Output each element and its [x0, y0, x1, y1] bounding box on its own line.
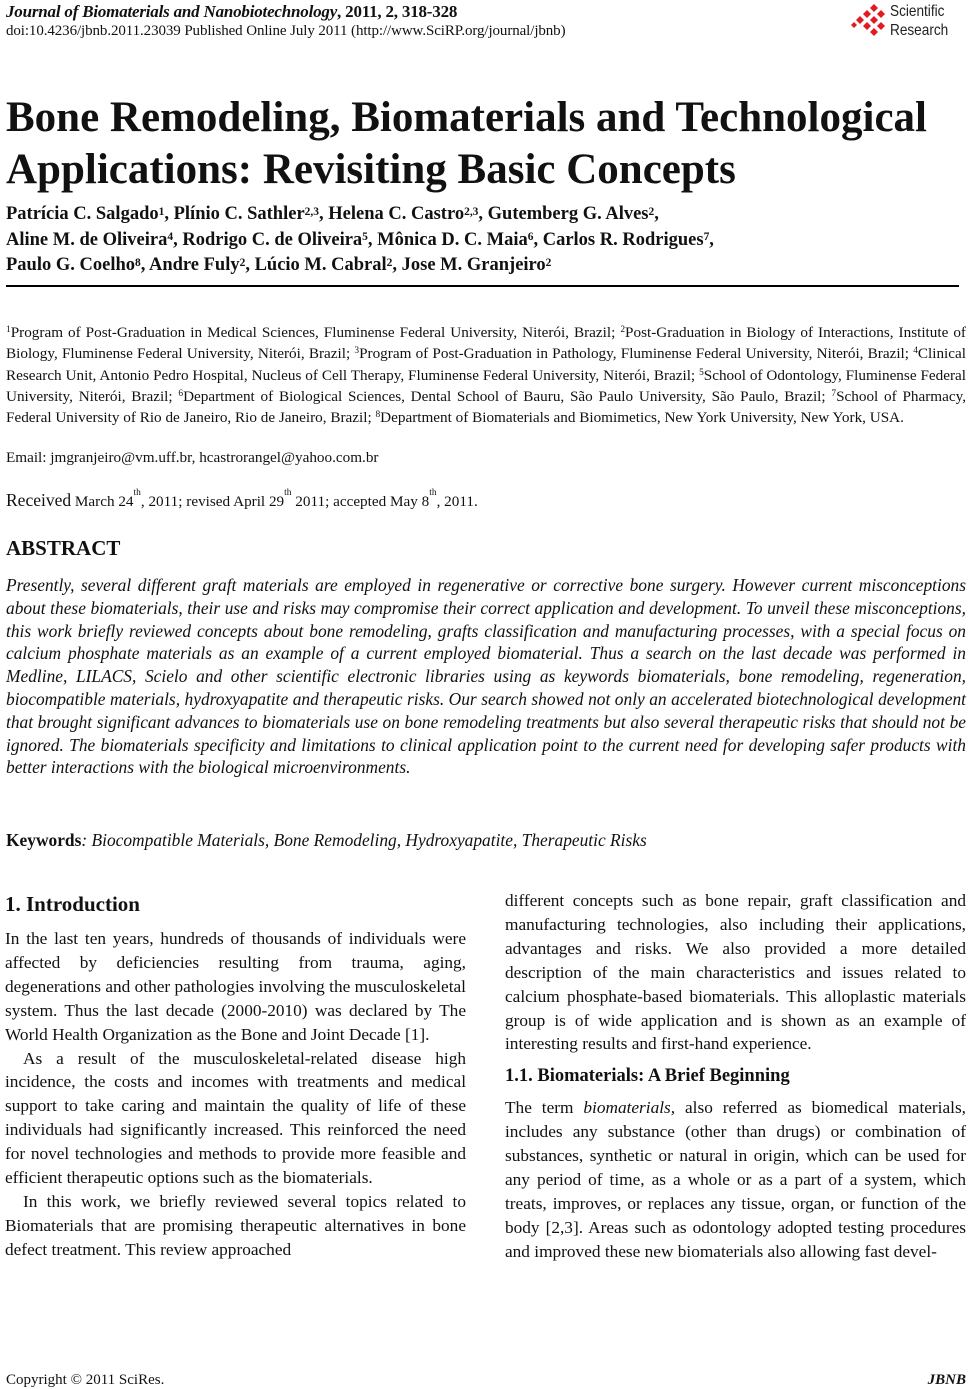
author-name: Patrícia C. Salgado	[6, 204, 159, 224]
journal-name: Journal of Biomaterials and Nanobiotechnology	[6, 2, 338, 21]
affiliation-ref: 4	[167, 231, 174, 244]
right-column	[505, 889, 966, 1264]
author-name: , Andre Fuly	[140, 255, 240, 275]
author-line	[6, 228, 966, 254]
affiliation: Department of Biological Sciences, Dental School of Bauru, São Paulo University, São Paulo, Brazil;	[183, 387, 832, 405]
author-name: ,	[654, 204, 659, 224]
author-name: , Helena C. Castro	[319, 204, 465, 224]
left-column	[5, 890, 466, 1262]
section-heading: 1. Introduction	[5, 892, 140, 916]
text: also referred as biomedical materials, includes any substance (other than drugs) or combination of substances, synthetic or natural in origin, which can be used for any period of time, as a whole or as a part of a system, which treats, improves, or replaces any tissue, organ, or function of the body [2,3]. Areas such as odontology adopted testing procedures and improved these new biomaterials also allowing fast devel-	[505, 1098, 966, 1261]
publisher-logo	[850, 2, 969, 42]
affiliation-ref: 5	[362, 231, 368, 244]
keywords-list: : Biocompatible Materials, Bone Remodeling, Hydroxyapatite, Therapeutic Risks	[81, 830, 647, 850]
title-line: Applications: Revisiting Basic Concepts	[6, 146, 736, 193]
journal-citation	[6, 2, 457, 22]
journal-abbrev: JBNB	[927, 1372, 966, 1388]
affiliation-ref: 2,3	[464, 205, 479, 218]
affiliation-number: 7	[831, 389, 837, 400]
paragraph: different concepts such as bone repair, graft classification and manufacturing technologies, also including their applications, advantages and risks. We also provided a more detailed description of the main characteristics and issues related to calcium phosphate-based biomaterials. This alloplastic materials group is of wide application and is shown as an example of interesting results and first-hand experience.	[505, 891, 966, 1054]
paper-title	[6, 92, 966, 196]
diamond-cluster-icon	[850, 2, 888, 40]
author-list	[6, 202, 966, 279]
affiliation-ref: 2	[239, 256, 246, 269]
paragraph: As a result of the musculoskeletal-related disease high incidence, the costs and incomes with treatments and medical support to take caring and maintain the quality of life of these individuals had significantly increased. This reinforced the need for novel technologies and methods to provide more feasible and efficient therapeutic options such as the biomaterials.	[5, 1048, 466, 1188]
received-label: Received	[6, 490, 72, 510]
ordinal: th	[133, 488, 141, 499]
page-footer	[6, 1372, 966, 1389]
author-line	[6, 253, 966, 279]
affiliation: School of Odontology, Fluminense Federal University, Niterói, Brazil;	[6, 366, 966, 405]
ordinal: th	[429, 488, 437, 499]
ordinal: th	[284, 488, 292, 499]
date-text: 2011; accepted May 8	[291, 493, 430, 510]
paragraph	[505, 1096, 966, 1263]
affiliation-number: 5	[699, 367, 704, 378]
received-dates	[6, 490, 478, 511]
author-name: Paulo G. Coelho	[6, 255, 135, 275]
doi-line: doi:10.4236/jbnb.2011.23039 Published Online July 2011 (http://www.SciRP.org/journal/jbnb)	[6, 23, 566, 39]
subsection-heading: 1.1. Biomaterials: A Brief Beginning	[505, 1066, 790, 1087]
affiliation: School of Pharmacy, Federal University of Rio de Janeiro, Rio de Janeiro, Brazil;	[6, 387, 966, 427]
title-line: Bone Remodeling, Biomaterials and Technological	[6, 94, 927, 141]
affiliation-ref: 1	[158, 205, 165, 218]
date-text: , 2011.	[436, 493, 478, 510]
logo-text-research: Research	[890, 22, 949, 39]
affiliation-number: 1	[6, 325, 11, 336]
abstract-heading: ABSTRACT	[6, 536, 121, 560]
author-name: ,	[709, 229, 714, 250]
text: The term	[505, 1098, 584, 1118]
author-name: , Plínio C. Sathler	[164, 204, 305, 224]
author-name: , Rodrigo C. de Oliveira	[173, 229, 363, 250]
affiliation-number: 8	[375, 410, 381, 421]
date-text: , 2011; revised April 29	[140, 493, 285, 510]
divider	[6, 285, 959, 287]
affiliation-ref: 8	[135, 256, 141, 269]
affiliation: Post-Graduation in Biology of Interactions, Institute of Biology, Fluminense Federal University, Niterói, Brazil;	[6, 324, 966, 363]
logo-text-scientific: Scientific	[890, 3, 945, 20]
date-text: March 24	[71, 493, 134, 510]
author-name: Aline M. de Oliveira	[6, 229, 168, 250]
affiliations	[6, 322, 966, 428]
affiliation: Department of Biomaterials and Biomimetics, New York University, New York, USA.	[380, 409, 904, 427]
affiliation: Program of Post-Graduation in Medical Sciences, Fluminense Federal University, Niterói, Brazil;	[10, 324, 621, 341]
affiliation-ref: 2	[648, 205, 655, 218]
abstract-text: Presently, several different graft materials are employed in regenerative or corrective bone surgery. However current misconceptions about these biomaterials, their use and risks may compromise their correct application and development. To unveil these misconceptions, this work briefly reviewed concepts about bone remodeling, grafts classification and manufacturing processes, with a special focus on calcium phosphate materials as an example of a current employed biomaterial. Thus a search on the last decade was performed in Medline, LILACS, Scielo and other scientific electronic libraries using as keywords biomaterials, bone remodeling, regeneration, biocompatible materials, hydroxyapatite and therapeutic risks. Our search showed not only an accelerated biotechnological development that brought significant advances to biomaterials use on bone remodeling treatments but also several therapeutic risks that should not be ignored. The biomaterials specificity and limitations to clinical application point to the current need for developing safer products with better interactions with the biological microenvironments.	[6, 575, 966, 778]
affiliation-ref: 2,3	[304, 205, 319, 218]
contact-email: Email: jmgranjeiro@vm.uff.br, hcastrorangel@yahoo.com.br	[6, 449, 379, 466]
author-name: , Gutemberg G. Alves	[478, 204, 649, 224]
author-line	[6, 202, 966, 228]
copyright: Copyright © 2011 SciRes.	[6, 1372, 165, 1388]
affiliation-number: 4	[913, 346, 918, 357]
affiliation-number: 3	[354, 346, 360, 357]
affiliation: Clinical Research Unit, Antonio Pedro Hospital, Nucleus of Cell Therapy, Fluminense Federal University, Niterói, Brazil;	[6, 345, 966, 384]
paragraph: In this work, we briefly reviewed several topics related to Biomaterials that are promising therapeutic alternatives in bone defect treatment. This review approached	[5, 1191, 466, 1259]
affiliation-ref: 2	[545, 256, 552, 269]
affiliation-number: 6	[178, 389, 184, 400]
paragraph: In the last ten years, hundreds of thousands of individuals were affected by deficiencies resulting from trauma, aging, degenerations and other pathologies involving the musculoskeletal system. Thus the last decade (2000-2010) was declared by The World Health Organization as the Bone and Joint Decade [1].	[5, 929, 466, 1044]
author-name: , Mônica D. C. Maia	[367, 229, 528, 250]
affiliation-ref: 2	[386, 256, 393, 269]
keywords-label: Keywords	[6, 830, 82, 850]
emphasis: biomaterials,	[583, 1098, 676, 1118]
author-name: , Lúcio M. Cabral	[245, 255, 387, 275]
author-name: , Jose M. Granjeiro	[392, 255, 546, 275]
author-name: , Carlos R. Rodrigues	[533, 229, 704, 250]
affiliation-number: 2	[620, 325, 626, 336]
journal-volume: , 2011, 2, 318-328	[337, 2, 458, 21]
affiliation-ref: 6	[527, 231, 534, 244]
affiliation: Program of Post-Graduation in Pathology, Fluminense Federal University, Niterói, Brazil;	[359, 345, 914, 363]
affiliation-ref: 7	[703, 231, 710, 244]
keywords	[6, 830, 647, 851]
